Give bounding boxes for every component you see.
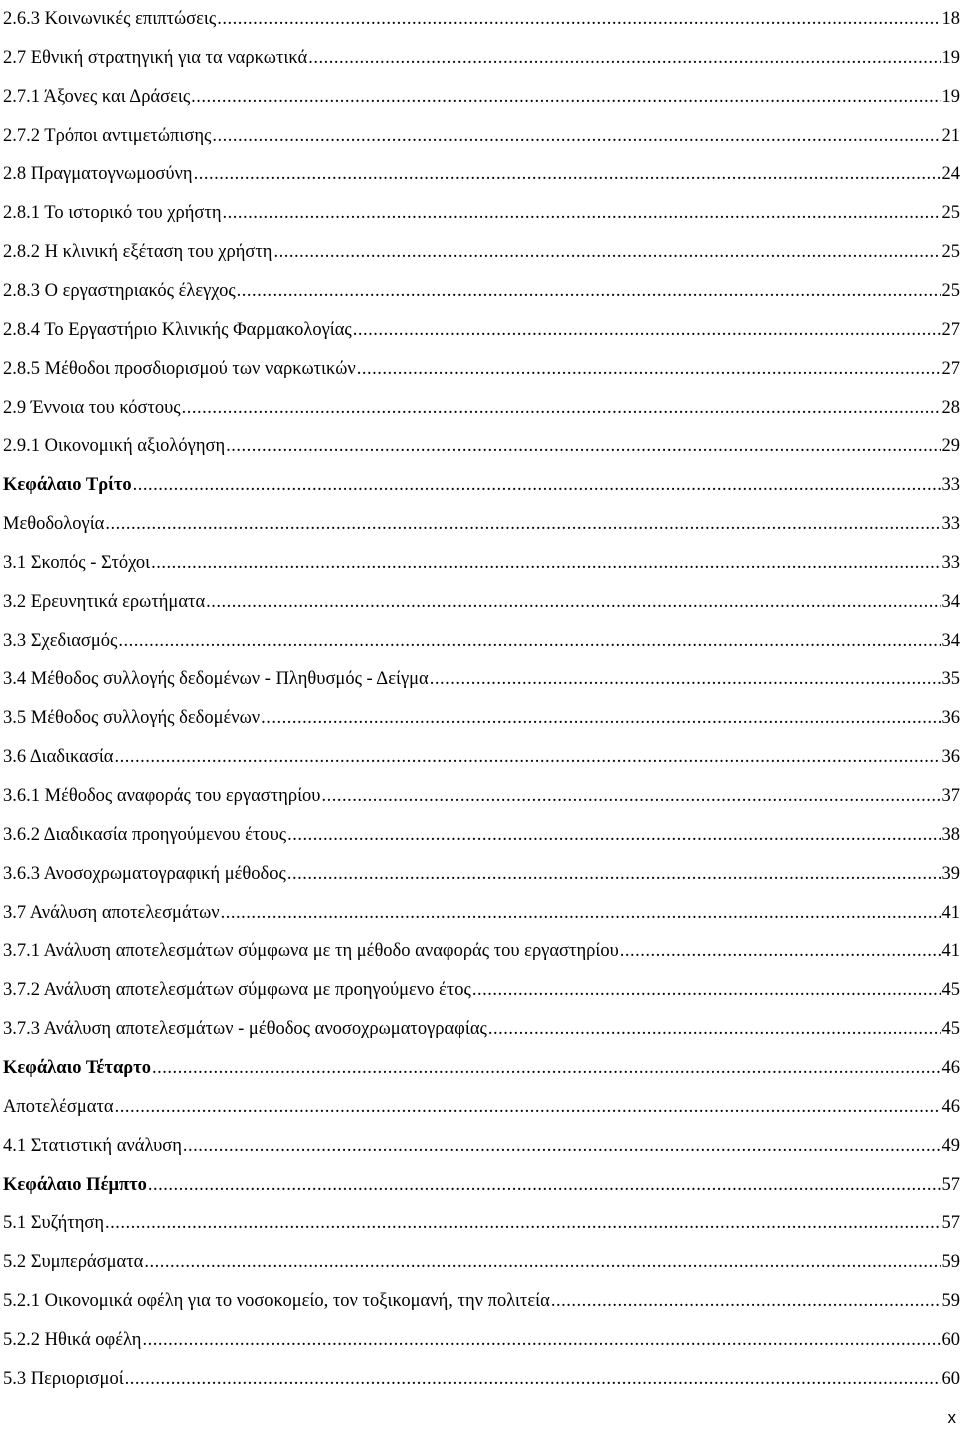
toc-dot-leader: [321, 785, 940, 807]
toc-entry-title: 2.8.3 Ο εργαστηριακός έλεγχος: [3, 280, 236, 301]
toc-entry-page: 60: [941, 1329, 960, 1350]
toc-entry-page: 46: [941, 1057, 960, 1078]
toc-entry-page: 38: [941, 824, 960, 845]
toc-dot-leader: [144, 1251, 940, 1273]
toc-entry-title: 2.7.1 Άξονες και Δράσεις: [3, 86, 191, 107]
toc-entry-title: 3.1 Σκοπός - Στόχοι: [3, 552, 151, 573]
toc-entry[interactable]: [3, 194, 960, 224]
toc-entry-page: 33: [941, 514, 960, 535]
toc-entry[interactable]: [3, 777, 960, 807]
toc-entry-title: Κεφάλαιο Τρίτο: [3, 475, 132, 496]
toc-entry-page: 33: [941, 552, 960, 573]
toc-entry-title: 3.4 Μέθοδος συλλογής δεδομένων - Πληθυσμός - Δείγμα: [3, 669, 429, 690]
toc-entry-page: 57: [941, 1174, 960, 1195]
toc-entry-title: 3.3 Σχεδιασμός: [3, 630, 118, 651]
toc-entry-title: 4.1 Στατιστική ανάλυση: [3, 1135, 182, 1156]
toc-entry-page: 28: [941, 397, 960, 418]
toc-entry[interactable]: [3, 622, 960, 652]
toc-dot-leader: [551, 1290, 941, 1312]
toc-entry-title: 5.1 Συζήτηση: [3, 1213, 105, 1234]
page-number: x: [947, 1408, 956, 1427]
toc-entry-title: Κεφάλαιο Τέταρτο: [3, 1057, 151, 1078]
toc-dot-leader: [212, 125, 940, 147]
toc-entry-title: 5.2 Συμπεράσματα: [3, 1252, 144, 1273]
toc-entry[interactable]: [3, 117, 960, 147]
toc-entry-title: 2.8.1 Το ιστορικό του χρήστη: [3, 203, 222, 224]
toc-dot-leader: [142, 1329, 940, 1351]
toc-entry-page: 33: [941, 475, 960, 496]
toc-dot-leader: [430, 668, 941, 690]
toc-dot-leader: [194, 163, 941, 185]
toc-dot-leader: [191, 86, 940, 108]
toc-entry-page: 36: [941, 747, 960, 768]
toc-dot-leader: [261, 707, 940, 729]
toc-entry-page: 27: [941, 319, 960, 340]
toc-entry-title: 2.7 Εθνική στρατηγική για τα ναρκωτικά: [3, 47, 308, 68]
toc-entry-page: 24: [941, 164, 960, 185]
toc-entry-page: 57: [941, 1213, 960, 1234]
toc-entry-page: 25: [941, 203, 960, 224]
toc-entry-title: 2.8.5 Μέθοδοι προσδιορισμού των ναρκωτικών: [3, 358, 356, 379]
toc-entry[interactable]: [3, 1204, 960, 1234]
toc-entry[interactable]: [3, 1360, 960, 1390]
toc-entry[interactable]: [3, 427, 960, 457]
toc-entry[interactable]: [3, 1088, 960, 1118]
toc-entry[interactable]: [3, 78, 960, 108]
toc-entry[interactable]: [3, 894, 960, 924]
toc-entry-title: 2.6.3 Κοινωνικές επιπτώσεις: [3, 9, 217, 29]
toc-dot-leader: [357, 358, 941, 380]
toc-entry[interactable]: [3, 932, 960, 962]
toc-entry-page: 25: [941, 280, 960, 301]
toc-dot-leader: [353, 319, 941, 341]
toc-entry-page: 41: [941, 941, 960, 962]
toc-entry[interactable]: [3, 350, 960, 380]
toc-entry[interactable]: [3, 389, 960, 419]
toc-entry-page: 37: [941, 786, 960, 806]
toc-entry[interactable]: [3, 583, 960, 613]
toc-entry[interactable]: [3, 855, 960, 885]
toc-entry-page: 19: [941, 47, 960, 68]
toc-dot-leader: [115, 1096, 941, 1118]
toc-dot-leader: [472, 979, 941, 1001]
toc-entry-title: 5.3 Περιορισμοί: [3, 1368, 124, 1389]
toc-entry-title: Κεφάλαιο Πέμπτο: [3, 1174, 147, 1195]
toc-dot-leader: [217, 8, 940, 30]
toc-entry-title: 2.8 Πραγματογνωμοσύνη: [3, 164, 193, 185]
toc-entry-title: 2.9.1 Οικονομική αξιολόγηση: [3, 436, 226, 457]
toc-dot-leader: [221, 902, 941, 924]
toc-chapter-heading[interactable]: [3, 1049, 960, 1079]
toc-entry-page: 18: [941, 9, 960, 29]
toc-entry-title: 5.2.2 Ηθικά οφέλη: [3, 1329, 142, 1350]
toc-dot-leader: [287, 863, 941, 885]
toc-dot-leader: [133, 474, 941, 496]
toc-entry-title: 3.5 Μέθοδος συλλογής δεδομένων: [3, 708, 261, 729]
toc-entry[interactable]: [3, 816, 960, 846]
toc-dot-leader: [182, 397, 941, 419]
toc-entry[interactable]: [3, 1282, 960, 1312]
toc-dot-leader: [105, 1212, 940, 1234]
toc-dot-leader: [237, 280, 941, 302]
toc-entry-page: 60: [941, 1368, 960, 1389]
toc-entry-page: 49: [941, 1135, 960, 1156]
toc-entry[interactable]: [3, 39, 960, 69]
toc-dot-leader: [488, 1018, 941, 1040]
toc-chapter-heading[interactable]: [3, 466, 960, 496]
toc-entry[interactable]: [3, 155, 960, 185]
toc-entry-page: 29: [941, 436, 960, 457]
toc-dot-leader: [206, 591, 940, 613]
toc-entry-title: 3.7.3 Ανάλυση αποτελεσμάτων - μέθοδος ανοσοχρωματογραφίας: [3, 1019, 487, 1040]
toc-entry-title: 3.7 Ανάλυση αποτελεσμάτων: [3, 902, 220, 923]
toc-entry[interactable]: [3, 272, 960, 302]
toc-entry-title: 5.2.1 Οικονομικά οφέλη για το νοσοκομείο, τον τοξικομανή, την πολιτεία: [3, 1291, 550, 1312]
toc-entry-page: 41: [941, 902, 960, 923]
toc-entry-page: 35: [941, 669, 960, 690]
toc-entry[interactable]: [3, 1321, 960, 1351]
toc-entry-page: 19: [941, 86, 960, 107]
toc-entry-page: 36: [941, 708, 960, 729]
toc-entry-page: 27: [941, 358, 960, 379]
toc-dot-leader: [152, 1057, 941, 1079]
toc-dot-leader: [118, 630, 940, 652]
toc-dot-leader: [105, 513, 940, 535]
toc-chapter-heading[interactable]: [3, 1166, 960, 1196]
toc-entry-title: 2.7.2 Τρόποι αντιμετώπισης: [3, 125, 212, 146]
toc-entry-title: 3.7.2 Ανάλυση αποτελεσμάτων σύμφωνα με προηγούμενο έτος: [3, 980, 471, 1001]
toc-dot-leader: [223, 202, 941, 224]
toc-entry-title: 3.6.2 Διαδικασία προηγούμενου έτους: [3, 824, 287, 845]
toc-dot-leader: [125, 1368, 941, 1390]
toc-dot-leader: [620, 940, 941, 962]
toc-entry[interactable]: [3, 544, 960, 574]
toc-entry-title: 3.2 Ερευνητικά ερωτήματα: [3, 591, 206, 612]
toc-entry-page: 45: [941, 980, 960, 1001]
toc-entry-page: 34: [941, 591, 960, 612]
toc-entry[interactable]: [3, 1127, 960, 1157]
toc-entry[interactable]: [3, 0, 960, 30]
toc-entry-page: 59: [941, 1291, 960, 1312]
toc-dot-leader: [148, 1174, 941, 1196]
toc-entry-page: 59: [941, 1252, 960, 1273]
toc-dot-leader: [226, 435, 940, 457]
toc-entry[interactable]: [3, 311, 960, 341]
toc-entry-page: 34: [941, 630, 960, 651]
toc-entry-title: Αποτελέσματα: [3, 1096, 114, 1117]
toc-entry-title: 3.6.1 Μέθοδος αναφοράς του εργαστηρίου: [3, 786, 321, 806]
toc-entry-title: 3.6.3 Ανοσοχρωματογραφική μέθοδος: [3, 863, 286, 884]
toc-entry[interactable]: [3, 971, 960, 1001]
toc-entry-page: 21: [941, 125, 960, 146]
toc-entry-page: 25: [941, 242, 960, 263]
toc-entry-title: 3.6 Διαδικασία: [3, 747, 114, 768]
toc-dot-leader: [287, 824, 940, 846]
toc-dot-leader: [183, 1135, 941, 1157]
toc-entry[interactable]: [3, 699, 960, 729]
toc-dot-leader: [273, 241, 940, 263]
toc-entry[interactable]: [3, 1010, 960, 1040]
toc-entry-page: 46: [941, 1096, 960, 1117]
toc-entry[interactable]: [3, 505, 960, 535]
toc-entry[interactable]: [3, 738, 960, 768]
toc-dot-leader: [115, 746, 941, 768]
toc-entry-title: Μεθοδολογία: [3, 514, 105, 535]
toc-entry-title: 2.9 Έννοια του κόστους: [3, 397, 181, 418]
toc-entry-title: 3.7.1 Ανάλυση αποτελεσμάτων σύμφωνα με τη μέθοδο αναφοράς του εργαστηρίου: [3, 941, 619, 962]
toc-entry[interactable]: [3, 233, 960, 263]
toc-entry[interactable]: [3, 660, 960, 690]
toc-dot-leader: [151, 552, 940, 574]
toc-entry[interactable]: [3, 1243, 960, 1273]
toc-entry-page: 45: [941, 1019, 960, 1040]
toc-dot-leader: [308, 47, 940, 69]
toc-entry-title: 2.8.4 Το Εργαστήριο Κλινικής Φαρμακολογίας: [3, 319, 352, 340]
toc-entry-page: 39: [941, 863, 960, 884]
toc-entry-title: 2.8.2 Η κλινική εξέταση του χρήστη: [3, 242, 273, 263]
